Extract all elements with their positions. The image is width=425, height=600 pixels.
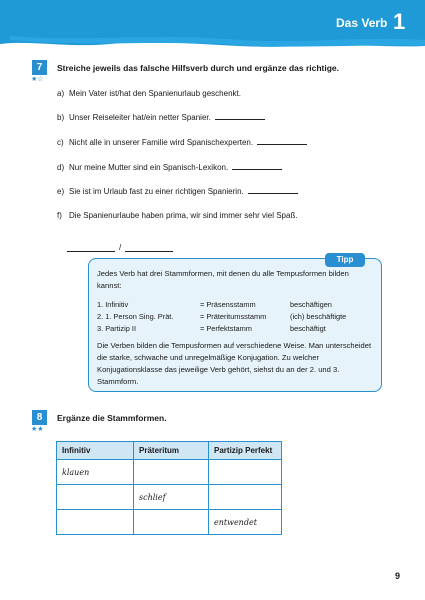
tip-intro: Jedes Verb hat drei Stammformen, mit denen du alle Tempusformen bilden kannst: — [97, 269, 349, 290]
answer-blank[interactable] — [67, 251, 115, 252]
exercise-7-title: Streiche jeweils das falsche Hilfsverb durch und ergänze das richtige. — [57, 63, 340, 73]
page-number: 9 — [395, 571, 401, 581]
list-item: d) Nur meine Mutter sind ein Spanisch-Lexikon. — [57, 163, 282, 172]
table-cell[interactable]: schlief — [134, 485, 209, 510]
table-row — [57, 485, 282, 510]
answer-blank[interactable] — [232, 169, 282, 170]
exercise-8-title: Ergänze die Stammformen. — [57, 413, 167, 423]
stem-forms-table — [56, 441, 282, 535]
list-item: f) Die Spanienurlaube haben prima, wir sind immer sehr viel Spaß. — [57, 211, 298, 220]
list-item: e) Sie ist im Urlaub fast zu einer richtigen Spanierin. — [57, 187, 298, 196]
answer-blank[interactable] — [215, 119, 265, 120]
difficulty-stars: ★☆ — [31, 76, 44, 83]
answer-blank[interactable] — [125, 251, 173, 252]
table-row — [57, 510, 282, 535]
table-cell[interactable] — [57, 485, 134, 510]
difficulty-stars: ★★ — [31, 426, 44, 433]
answer-blank[interactable] — [257, 144, 307, 145]
column-header: Präteritum — [134, 442, 209, 460]
answer-blank[interactable] — [248, 193, 298, 194]
table-cell[interactable] — [134, 510, 209, 535]
chapter-header — [0, 0, 425, 50]
chapter-number: 1 — [393, 9, 406, 34]
table-cell[interactable] — [134, 460, 209, 485]
list-item: a) Mein Vater ist/hat den Spanienurlaub geschenkt. — [57, 89, 241, 98]
exercise-8-badge: 8 — [32, 410, 47, 425]
table-cell[interactable] — [57, 510, 134, 535]
table-cell[interactable] — [209, 460, 282, 485]
table-cell[interactable] — [209, 485, 282, 510]
table-cell[interactable]: klauen — [57, 460, 134, 485]
chapter-title: Das Verb — [336, 16, 388, 30]
answer-blank-pair: / — [67, 243, 173, 252]
list-item: c) Nicht alle in unserer Familie wird Spanischexperten. — [57, 138, 307, 147]
exercise-7-badge: 7 — [32, 60, 47, 75]
column-header: Partizip Perfekt — [209, 442, 282, 460]
table-cell[interactable]: entwendet — [209, 510, 282, 535]
table-row — [57, 460, 282, 485]
tip-paragraph: Die Verben bilden die Tempusformen auf verschiedene Weise. Man unterscheidet die starke, schwache und unregelmäßige Konjugation. Zu welcher Konjugationsklasse das jeweilige Verb gehört, siehst du an der 2. und 3. Stammform. — [97, 341, 372, 386]
tip-tag: Tipp — [325, 253, 365, 267]
column-header: Infinitiv — [57, 442, 134, 460]
list-item: b) Unser Reiseleiter hat/ein netter Spanier. — [57, 113, 265, 122]
